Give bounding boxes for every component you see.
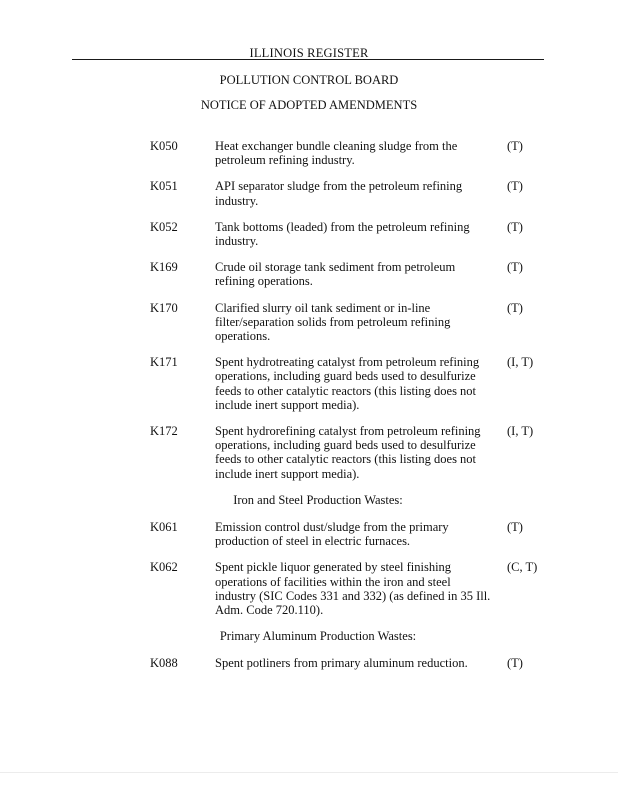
waste-code: K051 [150,179,178,194]
scan-edge-line [0,772,618,773]
waste-description: Emission control dust/sludge from the primary production of steel in electric furnaces. [215,520,449,549]
waste-description: Heat exchanger bundle cleaning sludge from the petroleum refining industry. [215,139,458,168]
hazard-code: (I, T) [507,424,534,439]
waste-row-k170 [0,301,618,344]
waste-code: K171 [150,355,178,370]
waste-code: K088 [150,656,178,671]
waste-code: K050 [150,139,178,153]
waste-row-k052 [0,220,618,248]
waste-code: K052 [150,219,178,234]
section-heading-iron-steel: Iron and Steel Production Wastes: [233,492,403,507]
waste-description: Spent hydrorefining catalyst from petroleum refining operations, including guard beds used to desulfurize feeds to other catalytic reactors (this listing does not include inert support media). [215,424,481,481]
waste-row-k088 [0,656,618,670]
hazard-code: (I, T) [507,355,534,370]
waste-description: Spent potliners from primary aluminum reduction. [215,656,468,671]
hazard-code: (T) [507,260,523,275]
waste-row-k169 [0,260,618,288]
waste-description: Clarified slurry oil tank sediment or in-line filter/separation solids from petroleum refining operations. [215,300,451,344]
waste-description: Crude oil storage tank sediment from petroleum refining operations. [215,260,456,289]
waste-code: K169 [150,260,178,275]
register-title: ILLINOIS REGISTER [249,46,369,60]
hazard-code: (T) [507,656,523,671]
waste-list [0,139,618,683]
waste-row-k171 [0,355,618,412]
section-heading-aluminum: Primary Aluminum Production Wastes: [219,629,417,644]
board-title: POLLUTION CONTROL BOARD [219,73,399,87]
waste-code: K062 [150,560,178,575]
waste-row-k050 [0,139,618,167]
hazard-code: (T) [507,520,523,535]
hazard-code: (T) [507,300,523,315]
waste-row-k061 [0,520,618,548]
waste-code: K172 [150,424,178,439]
hazard-code: (T) [507,139,523,153]
hazard-code: (T) [507,219,523,234]
waste-row-k062 [0,560,618,617]
waste-description: Spent pickle liquor generated by steel finishing operations of facilities within the iron and steel industry (SIC Codes 331 and 332) (as defined in 35 Ill. Adm. Code 720.110). [215,560,491,618]
notice-title: NOTICE OF ADOPTED AMENDMENTS [200,98,418,112]
waste-code: K170 [150,300,178,315]
waste-description: API separator sludge from the petroleum refining industry. [215,179,463,208]
waste-row-k051 [0,179,618,207]
header-rule [72,59,544,60]
waste-description: Tank bottoms (leaded) from the petroleum refining industry. [215,219,470,249]
waste-description: Spent hydrotreating catalyst from petroleum refining operations, including guard beds used to desulfurize feeds to other catalytic reactors (this listing does not include inert support media). [215,355,480,412]
hazard-code: (C, T) [507,560,538,575]
register-header [0,46,618,64]
waste-code: K061 [150,520,178,535]
waste-row-k172 [0,424,618,481]
hazard-code: (T) [507,179,523,194]
